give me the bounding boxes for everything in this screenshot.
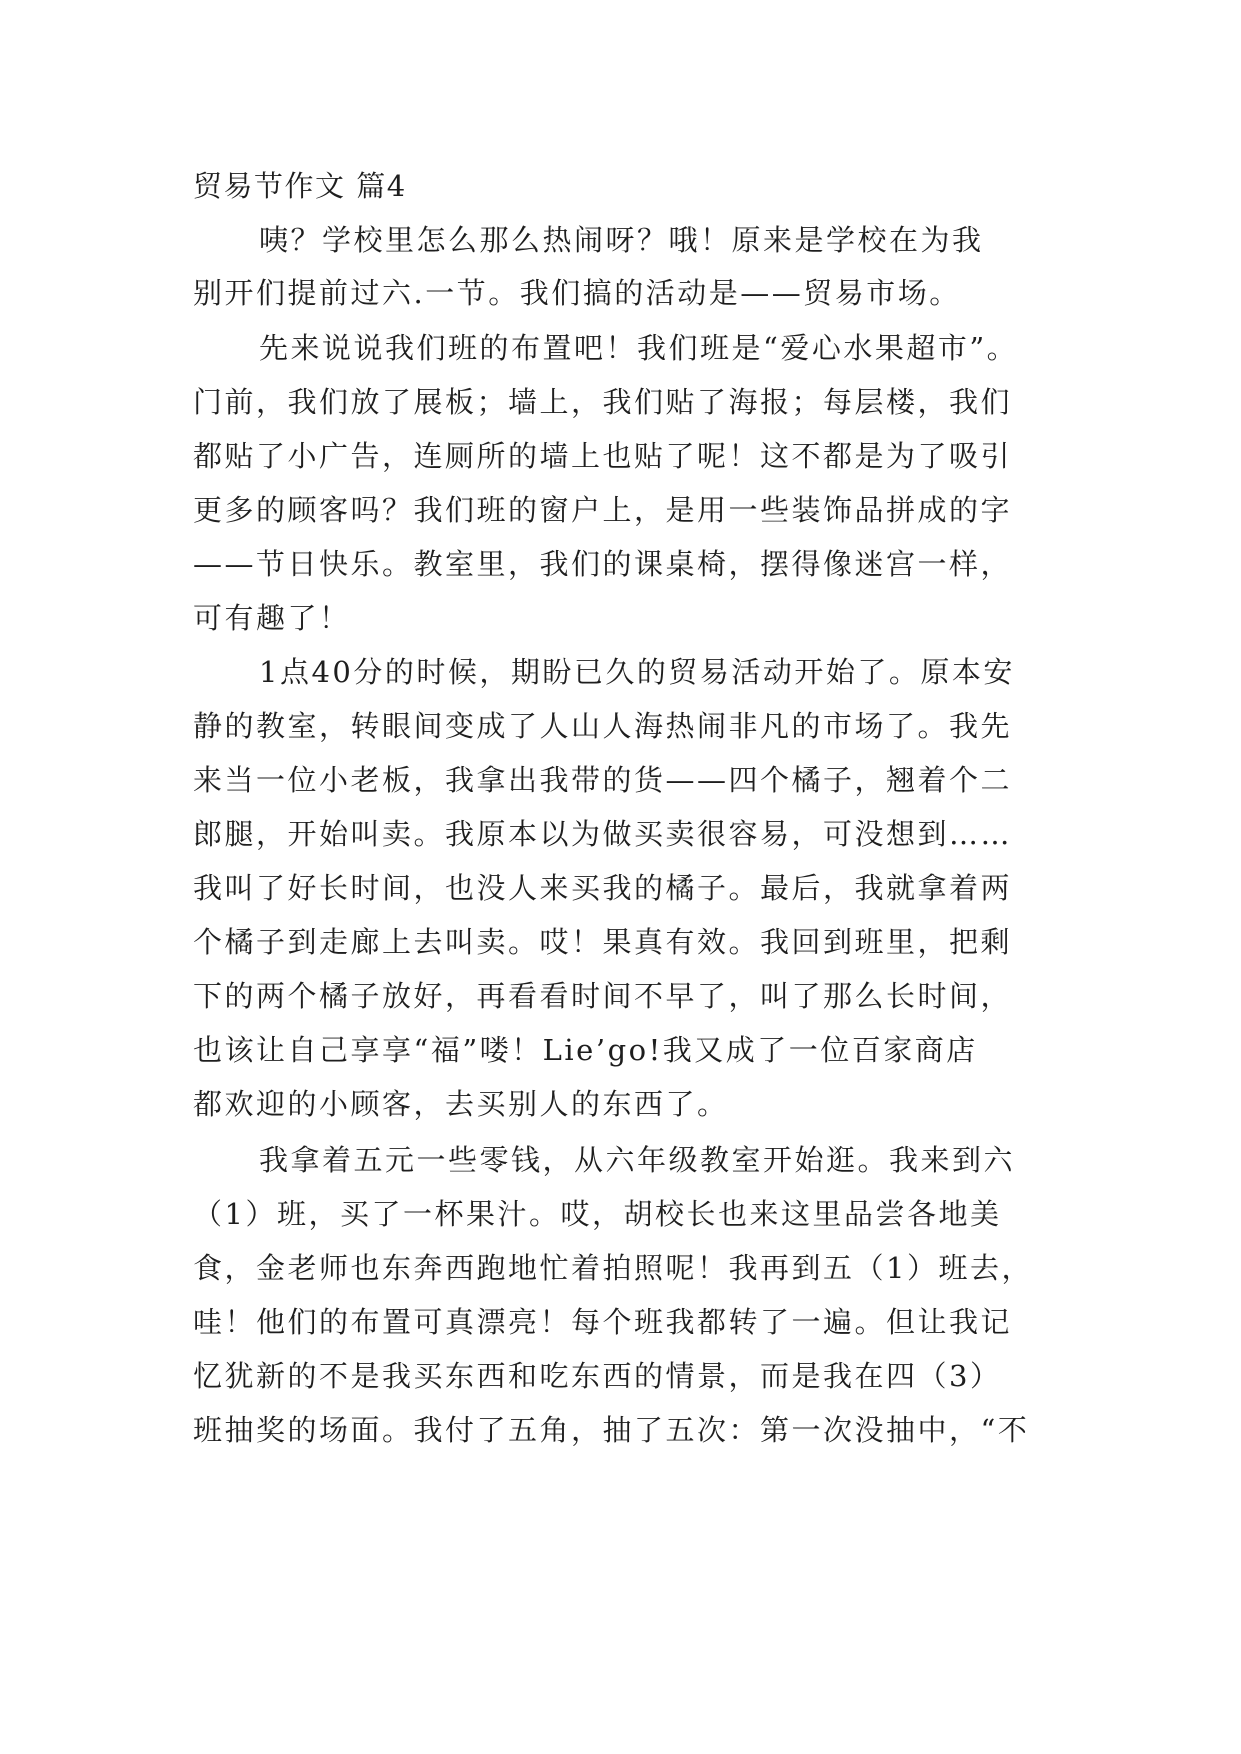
- paragraph-line: 忆犹新的不是我买东西和吃东西的情景，而是我在四（3）: [193, 1359, 1002, 1393]
- paragraph-line: 别开们提前过六.一节。我们搞的活动是——贸易市场。: [193, 276, 961, 310]
- paragraph-line: 哇！他们的布置可真漂亮！每个班我都转了一遍。但让我记: [193, 1305, 1013, 1339]
- paragraph-line: 先来说说我们班的布置吧！我们班是“爱心水果超市”。: [259, 331, 1019, 365]
- paragraph-line: 个橘子到走廊上去叫卖。哎！果真有效。我回到班里，把剩: [193, 925, 1013, 959]
- paragraph-line: ——节日快乐。教室里，我们的课桌椅，摆得像迷宫一样，: [193, 547, 1013, 581]
- paragraph-line: 都贴了小广告，连厕所的墙上也贴了呢！这不都是为了吸引: [193, 439, 1013, 473]
- paragraph-line: 也该让自己享享“福”喽！Lie’go!我又成了一位百家商店: [193, 1033, 978, 1067]
- paragraph-line: 我拿着五元一些零钱，从六年级教室开始逛。我来到六: [259, 1143, 1016, 1177]
- paragraph-line: （1）班，买了一杯果汁。哎，胡校长也来这里品尝各地美: [193, 1197, 1002, 1231]
- paragraph-line: 下的两个橘子放好，再看看时间不早了，叫了那么长时间，: [193, 979, 1013, 1013]
- paragraph-line: 更多的顾客吗？我们班的窗户上，是用一些装饰品拼成的字: [193, 493, 1013, 527]
- paragraph-line: 来当一位小老板，我拿出我带的货——四个橘子，翘着个二: [193, 763, 1013, 797]
- paragraph-line: 都欢迎的小顾客，去买别人的东西了。: [193, 1087, 729, 1121]
- paragraph-line: 门前，我们放了展板；墙上，我们贴了海报；每层楼，我们: [193, 385, 1013, 419]
- paragraph-line: 咦？学校里怎么那么热闹呀？哦！原来是学校在为我: [259, 223, 984, 257]
- paragraph-line: 班抽奖的场面。我付了五角，抽了五次：第一次没抽中，“不: [193, 1413, 1030, 1447]
- paragraph-line: 郎腿，开始叫卖。我原本以为做买卖很容易，可没想到……: [193, 817, 1013, 851]
- paragraph-line: 我叫了好长时间，也没人来买我的橘子。最后，我就拿着两: [193, 871, 1013, 905]
- document-title: 贸易节作文 篇4: [193, 169, 407, 203]
- paragraph-line: 可有趣了！: [193, 601, 351, 635]
- paragraph-line: 1点40分的时候，期盼已久的贸易活动开始了。原本安: [259, 655, 1015, 689]
- paragraph-line: 食，金老师也东奔西跑地忙着拍照呢！我再到五（1）班去，: [193, 1251, 1033, 1285]
- paragraph-line: 静的教室，转眼间变成了人山人海热闹非凡的市场了。我先: [193, 709, 1013, 743]
